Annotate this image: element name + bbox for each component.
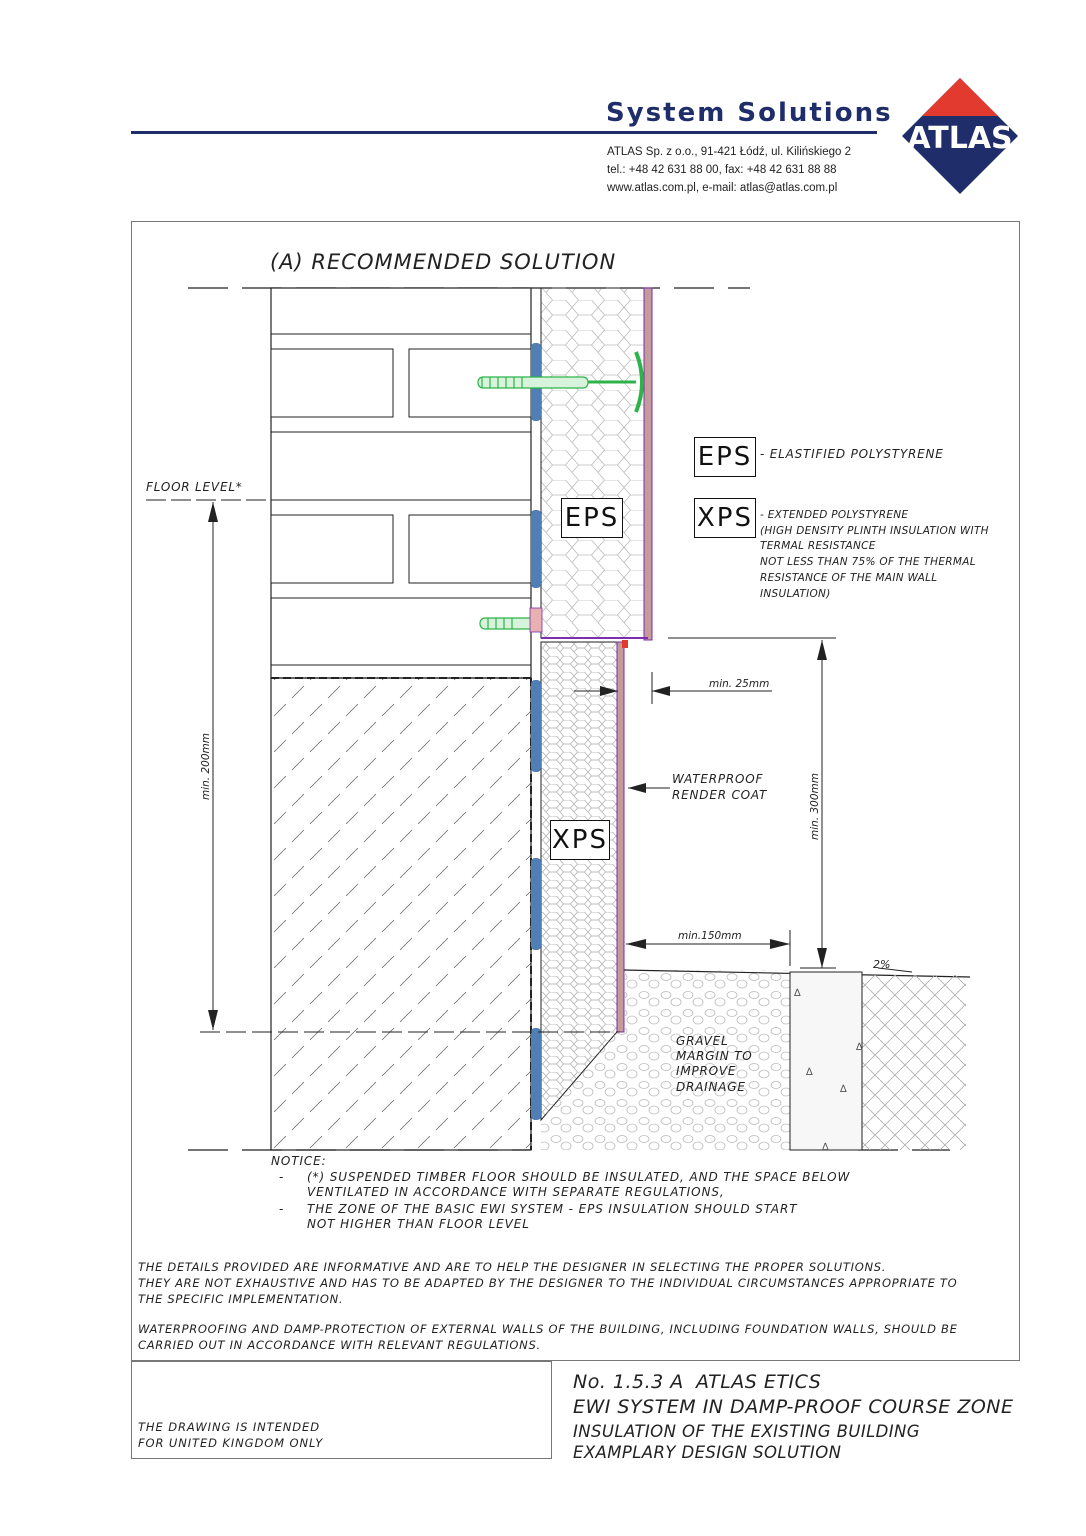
intended-line2: FOR UNITED KINGDOM ONLY <box>138 1436 324 1450</box>
legend-xps-code: XPS <box>694 498 756 538</box>
title-line2: EWI SYSTEM IN DAMP-PROOF COURSE ZONE <box>573 1396 1014 1418</box>
company-web: www.atlas.com.pl, e-mail: atlas@atlas.com.pl <box>607 182 838 194</box>
legend-eps-code: EPS <box>694 437 756 477</box>
disclaimer-p2-line1: WATERPROOFING AND DAMP-PROTECTION OF EXTERNAL WALLS OF THE BUILDING, INCLUDING FOUNDATION WALLS, SHOULD BE <box>138 1322 958 1336</box>
legend-xps-desc-5: RESISTANCE OF THE MAIN WALL <box>760 572 938 584</box>
render-coat-line2: RENDER COAT <box>672 788 768 802</box>
legend-eps-desc: - ELASTIFIED POLYSTYRENE <box>760 447 944 461</box>
section-title: (A) RECOMMENDED SOLUTION <box>270 250 617 274</box>
slope-label: 2% <box>873 958 891 971</box>
xps-drawing-label: XPS <box>550 820 610 860</box>
intended-line1: THE DRAWING IS INTENDED <box>138 1420 320 1434</box>
eps-drawing-label: EPS <box>561 498 623 538</box>
legend-xps-desc-2: (HIGH DENSITY PLINTH INSULATION WITH <box>760 525 989 537</box>
title-line4: EXAMPLARY DESIGN SOLUTION <box>573 1443 842 1462</box>
svg-text:∆: ∆ <box>806 1067 813 1078</box>
legend-xps-desc-6: INSULATION) <box>760 588 831 600</box>
drawing-number: No. 1.5.3 A <box>573 1371 684 1393</box>
render-coat-line1: WATERPROOF <box>672 772 764 786</box>
system-name: ATLAS ETICS <box>696 1371 822 1393</box>
gravel-line4: DRAINAGE <box>676 1080 746 1094</box>
dim-min25: min. 25mm <box>709 678 770 690</box>
company-phone: tel.: +48 42 631 88 00, fax: +48 42 631 88 88 <box>607 164 837 176</box>
floor-level-label: FLOOR LEVEL* <box>146 480 243 494</box>
brand-title: System Solutions <box>606 98 893 128</box>
gravel-line3: IMPROVE <box>676 1064 737 1078</box>
dim-min150: min.150mm <box>678 930 742 942</box>
disclaimer-p2-line2: CARRIED OUT IN ACCORDANCE WITH RELEVANT REGULATIONS. <box>138 1338 541 1352</box>
dim-min200: min. 200mm <box>200 733 212 800</box>
dim-min300: min. 300mm <box>809 773 821 840</box>
svg-text:∆: ∆ <box>856 1042 863 1053</box>
legend-xps-desc-1: - EXTENDED POLYSTYRENE <box>760 509 909 521</box>
title-line3: INSULATION OF THE EXISTING BUILDING <box>573 1422 920 1441</box>
disclaimer-p1-line3: THE SPECIFIC IMPLEMENTATION. <box>138 1292 344 1306</box>
notice-dash-1: - <box>279 1170 285 1184</box>
svg-text:∆: ∆ <box>822 1142 829 1153</box>
disclaimer-p1-line2: THEY ARE NOT EXHAUSTIVE AND HAS TO BE ADAPTED BY THE DESIGNER TO THE INDIVIDUAL CIRCUMSTANCES APPROPRIATE TO <box>138 1276 958 1290</box>
legend-xps-desc-3: TERMAL RESISTANCE <box>760 540 876 552</box>
gravel-line1: GRAVEL <box>676 1034 729 1048</box>
logo-text: ATLAS <box>907 121 1013 156</box>
notice-item1-line1: (*) SUSPENDED TIMBER FLOOR SHOULD BE INSULATED, AND THE SPACE BELOW <box>307 1170 851 1184</box>
svg-text:∆: ∆ <box>840 1084 847 1095</box>
disclaimer-p1-line1: THE DETAILS PROVIDED ARE INFORMATIVE AND ARE TO HELP THE DESIGNER IN SELECTING THE PROPER SOLUTIONS. <box>138 1260 887 1274</box>
notice-dash-2: - <box>279 1202 285 1216</box>
svg-text:∆: ∆ <box>794 988 801 999</box>
company-address: ATLAS Sp. z o.o., 91-421 Łódź, ul. Kilińskiego 2 <box>607 146 851 158</box>
legend-xps-desc-4: NOT LESS THAN 75% OF THE THERMAL <box>760 556 976 568</box>
notice-item1-line2: VENTILATED IN ACCORDANCE WITH SEPARATE REGULATIONS, <box>307 1185 725 1199</box>
notice-item2-line1: THE ZONE OF THE BASIC EWI SYSTEM - EPS INSULATION SHOULD START <box>307 1202 798 1216</box>
notice-item2-line2: NOT HIGHER THAN FLOOR LEVEL <box>307 1217 530 1231</box>
gravel-line2: MARGIN TO <box>676 1049 753 1063</box>
notice-heading: NOTICE: <box>271 1154 327 1168</box>
